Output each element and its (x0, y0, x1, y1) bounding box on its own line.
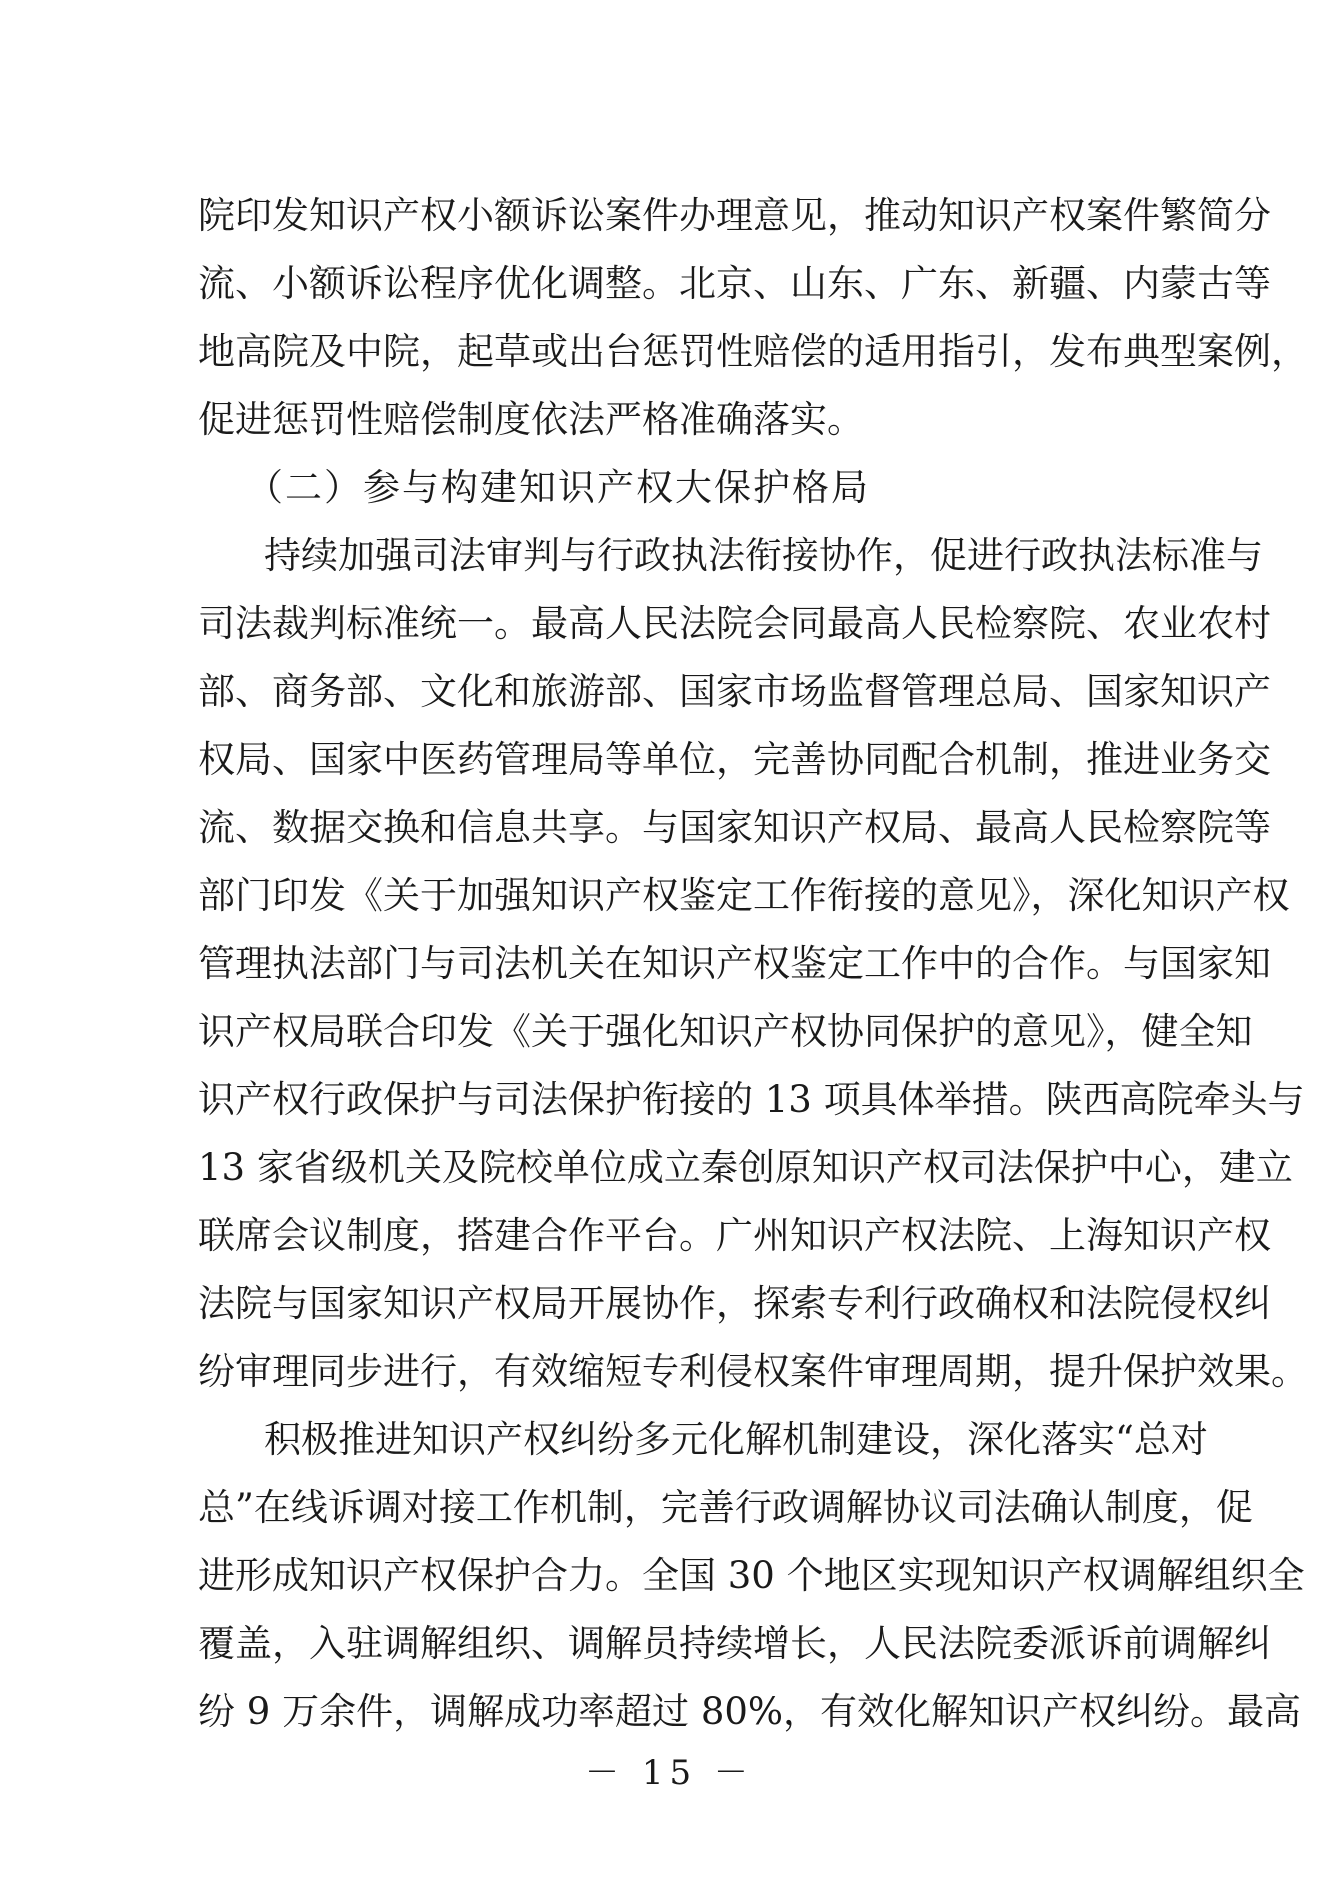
text-line: 持续加强司法审判与行政执法衔接协作，促进行政执法标准与 (264, 534, 1263, 577)
text-line: 联席会议制度，搭建合作平台。广州知识产权法院、上海知识产权 (198, 1214, 1271, 1257)
text-line: 纷 9 万余件，调解成功率超过 80%，有效化解知识产权纠纷。最高 (198, 1690, 1302, 1733)
text-line: 流、数据交换和信息共享。与国家知识产权局、最高人民检察院等 (198, 806, 1271, 849)
text-line: 覆盖，入驻调解组织、调解员持续增长，人民法院委派诉前调解纠 (198, 1622, 1271, 1665)
paragraph-continuation (198, 182, 1308, 454)
text-line: 13 家省级机关及院校单位成立秦创原知识产权司法保护中心，建立 (198, 1146, 1293, 1189)
text-line: 促进惩罚性赔偿制度依法严格准确落实。 (198, 398, 864, 441)
text-line: 识产权行政保护与司法保护衔接的 13 项具体举措。陕西高院牵头与 (198, 1078, 1305, 1121)
text-line: 地高院及中院，起草或出台惩罚性赔偿的适用指引，发布典型案例， (198, 330, 1308, 373)
text-line: 积极推进知识产权纠纷多元化解机制建设，深化落实“总对 (264, 1418, 1208, 1461)
text-line: 管理执法部门与司法机关在知识产权鉴定工作中的合作。与国家知 (198, 942, 1271, 985)
text-line: 院印发知识产权小额诉讼案件办理意见，推动知识产权案件繁简分 (198, 194, 1271, 237)
paragraph-coordination (198, 522, 1308, 1406)
text-line: 部、商务部、文化和旅游部、国家市场监督管理总局、国家知识产 (198, 670, 1271, 713)
text-line: 部门印发《关于加强知识产权鉴定工作衔接的意见》，深化知识产权 (198, 874, 1290, 917)
paragraph-mediation (198, 1406, 1305, 1746)
document-body (198, 182, 1308, 1746)
text-line: 进形成知识产权保护合力。全国 30 个地区实现知识产权调解组织全 (198, 1554, 1305, 1597)
text-line: 识产权局联合印发《关于强化知识产权协同保护的意见》，健全知 (198, 1010, 1253, 1053)
page-number: － 15 － (585, 1753, 754, 1793)
section-heading: （二）参与构建知识产权大保护格局 (246, 466, 870, 509)
text-line: 总”在线诉调对接工作机制，完善行政调解协议司法确认制度，促 (198, 1486, 1253, 1529)
text-line: 司法裁判标准统一。最高人民法院会同最高人民检察院、农业农村 (198, 602, 1271, 645)
text-line: 法院与国家知识产权局开展协作，探索专利行政确权和法院侵权纠 (198, 1282, 1271, 1325)
text-line: 权局、国家中医药管理局等单位，完善协同配合机制，推进业务交 (198, 738, 1271, 781)
text-line: 流、小额诉讼程序优化调整。北京、山东、广东、新疆、内蒙古等 (198, 262, 1271, 305)
text-line: 纷审理同步进行，有效缩短专利侵权案件审理周期，提升保护效果。 (198, 1350, 1308, 1393)
